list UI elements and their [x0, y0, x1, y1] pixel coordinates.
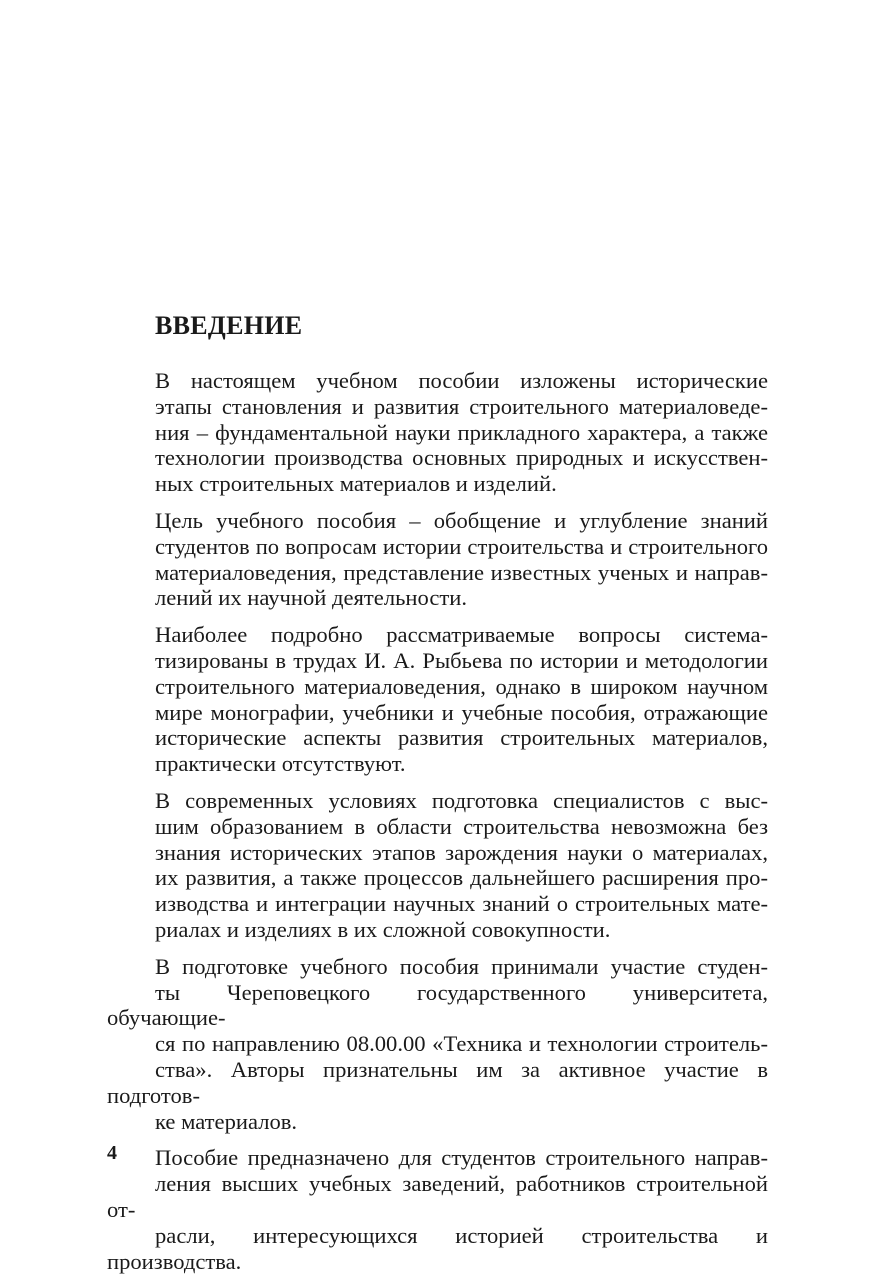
paragraph-goal	[107, 508, 768, 611]
text-line: практически отсутствуют.	[155, 751, 406, 777]
paragraph-sources	[107, 622, 768, 777]
text-line: исторические аспекты развития строительных материалов,	[155, 725, 768, 751]
text-line: мире монографии, учебники и учебные пособия, отражающие	[155, 699, 768, 725]
text-line: Цель учебного пособия – обобщение и углубление знаний	[155, 507, 768, 533]
text-line: этапы становления и развития строительного материаловеде-	[155, 393, 768, 419]
page-number: 4	[107, 1142, 117, 1164]
paragraph-acknowledgements	[107, 954, 768, 1135]
text-line: лений их научной деятельности.	[155, 585, 468, 611]
text-line: ления высших учебных заведений, работников строительной от-	[107, 1171, 768, 1222]
text-line: В подготовке учебного пособия принимали участие студен-	[155, 953, 768, 979]
text-line: ния – фундаментальной науки прикладного характера, а также	[155, 419, 768, 445]
text-line: В современных условиях подготовка специалистов с выс-	[155, 787, 768, 813]
section-heading: ВВЕДЕНИЕ	[155, 311, 303, 340]
text-line: ся по направлению 08.00.00 «Техника и технологии строитель-	[155, 1031, 768, 1057]
text-line: ты Череповецкого государственного университета, обучающие-	[107, 979, 768, 1031]
text-line: Наиболее подробно рассматриваемые вопросы система-	[155, 622, 768, 648]
text-line: технологии производства основных природных и искусствен-	[155, 445, 768, 471]
paragraph-audience	[107, 1145, 768, 1274]
text-line: знания исторических этапов зарождения науки о материалах,	[155, 839, 768, 865]
text-line: Пособие предназначено для студентов строительного направ-	[155, 1145, 768, 1171]
text-line: тизированы в трудах И. А. Рыбьева по истории и методологии	[155, 647, 768, 673]
text-line: материаловедения, представление известных ученых и направ-	[155, 559, 768, 585]
text-line: студентов по вопросам истории строительства и строительного	[155, 533, 768, 559]
text-line: расли, интересующихся историей строительства и производства.	[107, 1222, 768, 1274]
paragraph-modern-conditions	[107, 788, 768, 943]
text-line: ства». Авторы признательны им за активное участие в подготов-	[107, 1056, 768, 1108]
text-line: ных строительных материалов и изделий.	[155, 471, 557, 497]
text-line: строительного материаловедения, однако в широком научном	[155, 673, 768, 699]
text-line: шим образованием в области строительства невозможна без	[155, 813, 768, 839]
text-line: их развития, а также процессов дальнейшего расширения про-	[155, 865, 768, 891]
text-line: В настоящем учебном пособии изложены исторические	[155, 368, 768, 393]
body-text	[107, 368, 768, 1285]
text-line: риалах и изделиях в их сложной совокупности.	[155, 916, 611, 942]
text-line: ке материалов.	[155, 1108, 298, 1134]
paragraph-intro	[107, 368, 768, 497]
text-line: изводства и интеграции научных знаний о строительных мате-	[155, 891, 768, 917]
